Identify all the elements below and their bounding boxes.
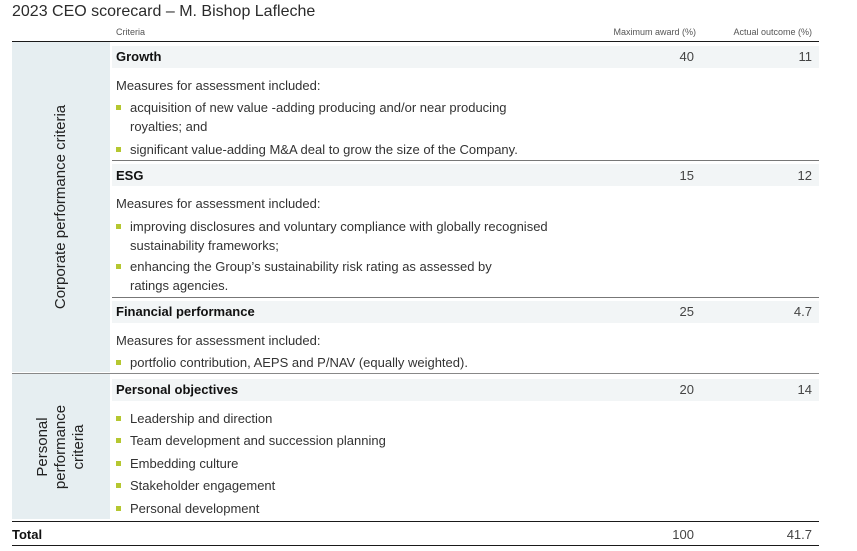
esg-row-header	[112, 164, 819, 186]
personal-bullet: Leadership and direction	[130, 411, 273, 426]
personal-group-panel	[12, 374, 110, 519]
corporate-group-panel	[12, 42, 110, 372]
personal-group-label: Personal performance criteria	[34, 404, 87, 489]
bullet-marker	[116, 360, 121, 365]
esg-intro: Measures for assessment included:	[116, 196, 321, 211]
bullet-marker	[116, 461, 121, 466]
bullet-marker	[116, 264, 121, 269]
bullet-marker	[116, 224, 121, 229]
bullet-marker	[116, 483, 121, 488]
growth-actual: 11	[798, 49, 812, 64]
financial-max-award: 25	[679, 304, 694, 319]
header-rule	[12, 41, 819, 42]
bullet-marker	[116, 105, 121, 110]
personal-bullet: Stakeholder engagement	[130, 478, 276, 493]
personal-actual: 14	[797, 382, 812, 397]
corporate-group-label: Corporate performance criteria	[52, 104, 69, 310]
row-divider	[112, 297, 819, 298]
esg-bullet: improving disclosures and voluntary compliance with globally recognised	[130, 219, 548, 234]
growth-title: Growth	[116, 49, 162, 64]
personal-bullet: Personal development	[130, 501, 260, 516]
group-separator	[12, 373, 819, 374]
page-title: 2023 CEO scorecard – M. Bishop Lafleche	[12, 3, 316, 20]
total-top-rule	[12, 521, 819, 522]
bullet-marker	[116, 506, 121, 511]
growth-max-award: 40	[679, 49, 694, 64]
growth-bullet-cont: royalties; and	[130, 119, 208, 134]
bullet-marker	[116, 147, 121, 152]
personal-max-award: 20	[679, 382, 694, 397]
row-divider	[112, 160, 819, 161]
bullet-marker	[116, 438, 121, 443]
esg-actual: 12	[797, 168, 812, 183]
esg-bullet-cont: sustainability frameworks;	[130, 238, 279, 253]
financial-intro: Measures for assessment included:	[116, 333, 321, 348]
growth-bullet: acquisition of new value -adding producing and/or near producing	[130, 100, 507, 115]
personal-bullet: Team development and succession planning	[130, 433, 386, 448]
esg-bullet-cont: ratings agencies.	[130, 278, 229, 293]
esg-bullet: enhancing the Group’s sustainability risk rating as assessed by	[130, 259, 492, 274]
esg-max-award: 15	[679, 168, 694, 183]
growth-intro: Measures for assessment included:	[116, 78, 321, 93]
total-actual: 41.7	[786, 527, 812, 542]
financial-bullet: portfolio contribution, AEPS and P/NAV (equally weighted).	[130, 355, 468, 370]
growth-bullet: significant value-adding M&A deal to grow the size of the Company.	[130, 142, 518, 157]
total-max-award: 100	[672, 527, 694, 542]
total-label: Total	[12, 527, 43, 542]
financial-title: Financial performance	[116, 304, 255, 319]
personal-title: Personal objectives	[116, 382, 239, 397]
esg-title: ESG	[116, 168, 144, 183]
financial-actual: 4.7	[793, 304, 812, 319]
personal-bullet: Embedding culture	[130, 456, 239, 471]
column-header-actual-outcome: Actual outcome (%)	[733, 27, 812, 37]
total-bottom-rule	[12, 545, 819, 546]
growth-row-header	[112, 46, 819, 68]
column-header-max-award: Maximum award (%)	[613, 27, 696, 37]
bullet-marker	[116, 416, 121, 421]
column-header-criteria: Criteria	[116, 27, 146, 37]
